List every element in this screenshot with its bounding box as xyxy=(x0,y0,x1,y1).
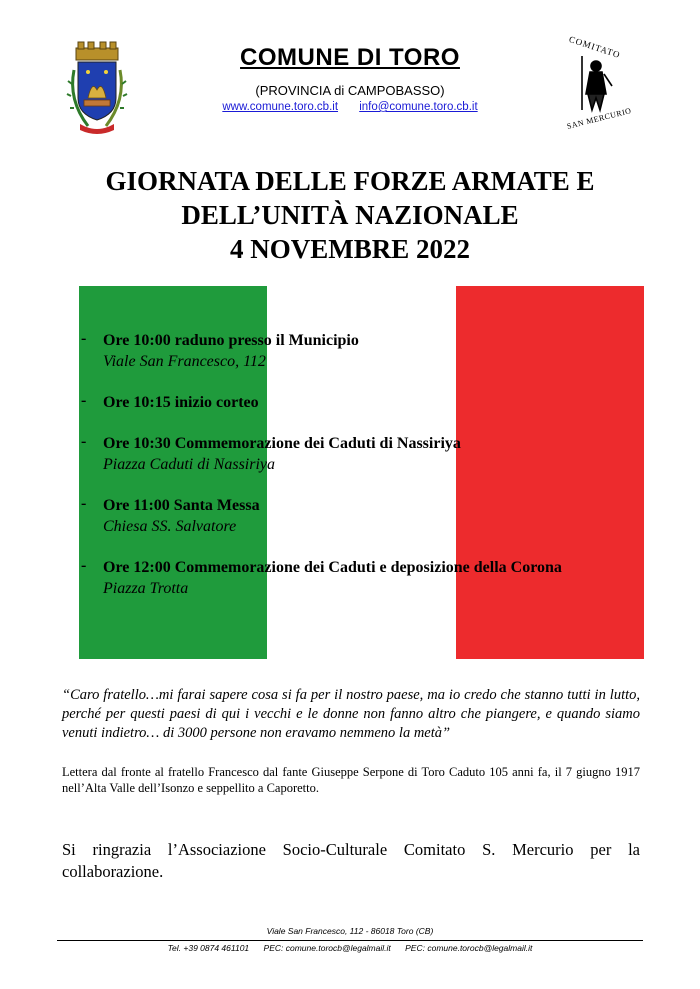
event-schedule xyxy=(79,330,679,619)
schedule-time: Ore 11:00 Santa Messa xyxy=(103,497,260,514)
schedule-place: Piazza Trotta xyxy=(103,580,189,597)
province: (PROVINCIA di CAMPOBASSO) xyxy=(255,83,445,98)
schedule-place: Viale San Francesco, 112 xyxy=(103,353,266,370)
page-title xyxy=(0,164,700,266)
schedule-item: - Ore 10:15 inizio corteo xyxy=(79,392,679,413)
schedule-place: Piazza Caduti di Nassiriya xyxy=(103,456,276,473)
footer-address: Viale San Francesco, 112 - 86018 Toro (CB) xyxy=(266,926,434,936)
schedule-item: - Ore 12:00 Commemorazione dei Caduti e deposizione della Corona Piazza Trotta xyxy=(79,557,679,599)
schedule-time: Ore 10:00 raduno presso il Municipio xyxy=(103,332,359,349)
schedule-time: Ore 10:15 inizio corteo xyxy=(103,394,259,411)
org-name: COMUNE DI TORO xyxy=(240,44,460,71)
website-link[interactable]: www.comune.toro.cb.it xyxy=(222,101,339,113)
footer-contacts xyxy=(0,943,700,953)
header-links xyxy=(0,101,700,113)
schedule-time: Ore 12:00 Commemorazione dei Caduti e deposizione della Corona xyxy=(103,559,562,576)
schedule-item: - Ore 11:00 Santa Messa Chiesa SS. Salvatore xyxy=(79,495,679,537)
letter-quote: “Caro fratello…mi farai sapere cosa si fa per il nostro paese, ma io credo che stanno tutti in lutto, perché per questi paesi di qui i vecchi e le donne non fanno altro che piangere, e quando siamo venuti indietro… di 3000 persone non eravamo nemmeno la metà” xyxy=(62,687,640,741)
footer-pec-2: PEC: comune.torocb@legalmail.it xyxy=(405,943,533,953)
logo-text-top: COMITATO xyxy=(567,33,622,61)
footer-divider xyxy=(57,940,643,941)
schedule-place: Chiesa SS. Salvatore xyxy=(103,518,237,535)
schedule-item: - Ore 10:30 Commemorazione dei Caduti di Nassiriya Piazza Caduti di Nassiriya xyxy=(79,433,679,475)
title-line-3: 4 NOVEMBRE 2022 xyxy=(229,234,470,264)
footer-phone: Tel. +39 0874 461101 xyxy=(167,943,250,953)
title-line-2: DELL’UNITÀ NAZIONALE xyxy=(181,200,519,230)
quote-caption: Lettera dal fronte al fratello Francesco dal fante Giuseppe Serpone di Toro Caduto 105 anni fa, il 7 giugno 1917 nell’Alta Valle dell’Isonzo e seppellito a Caporetto. xyxy=(62,765,640,795)
footer-pec-1: PEC: comune.torocb@legalmail.it xyxy=(263,943,391,953)
email-link[interactable]: info@comune.toro.cb.it xyxy=(359,101,478,113)
logo-text-bottom: SAN MERCURIO xyxy=(565,106,633,131)
schedule-time: Ore 10:30 Commemorazione dei Caduti di Nassiriya xyxy=(103,435,461,452)
title-line-1: GIORNATA DELLE FORZE ARMATE E xyxy=(105,166,595,196)
schedule-item: - Ore 10:00 raduno presso il Municipio Viale San Francesco, 112 xyxy=(79,330,679,372)
acknowledgement: Si ringrazia l’Associazione Socio-Culturale Comitato S. Mercurio per la collaborazione. xyxy=(62,840,640,881)
